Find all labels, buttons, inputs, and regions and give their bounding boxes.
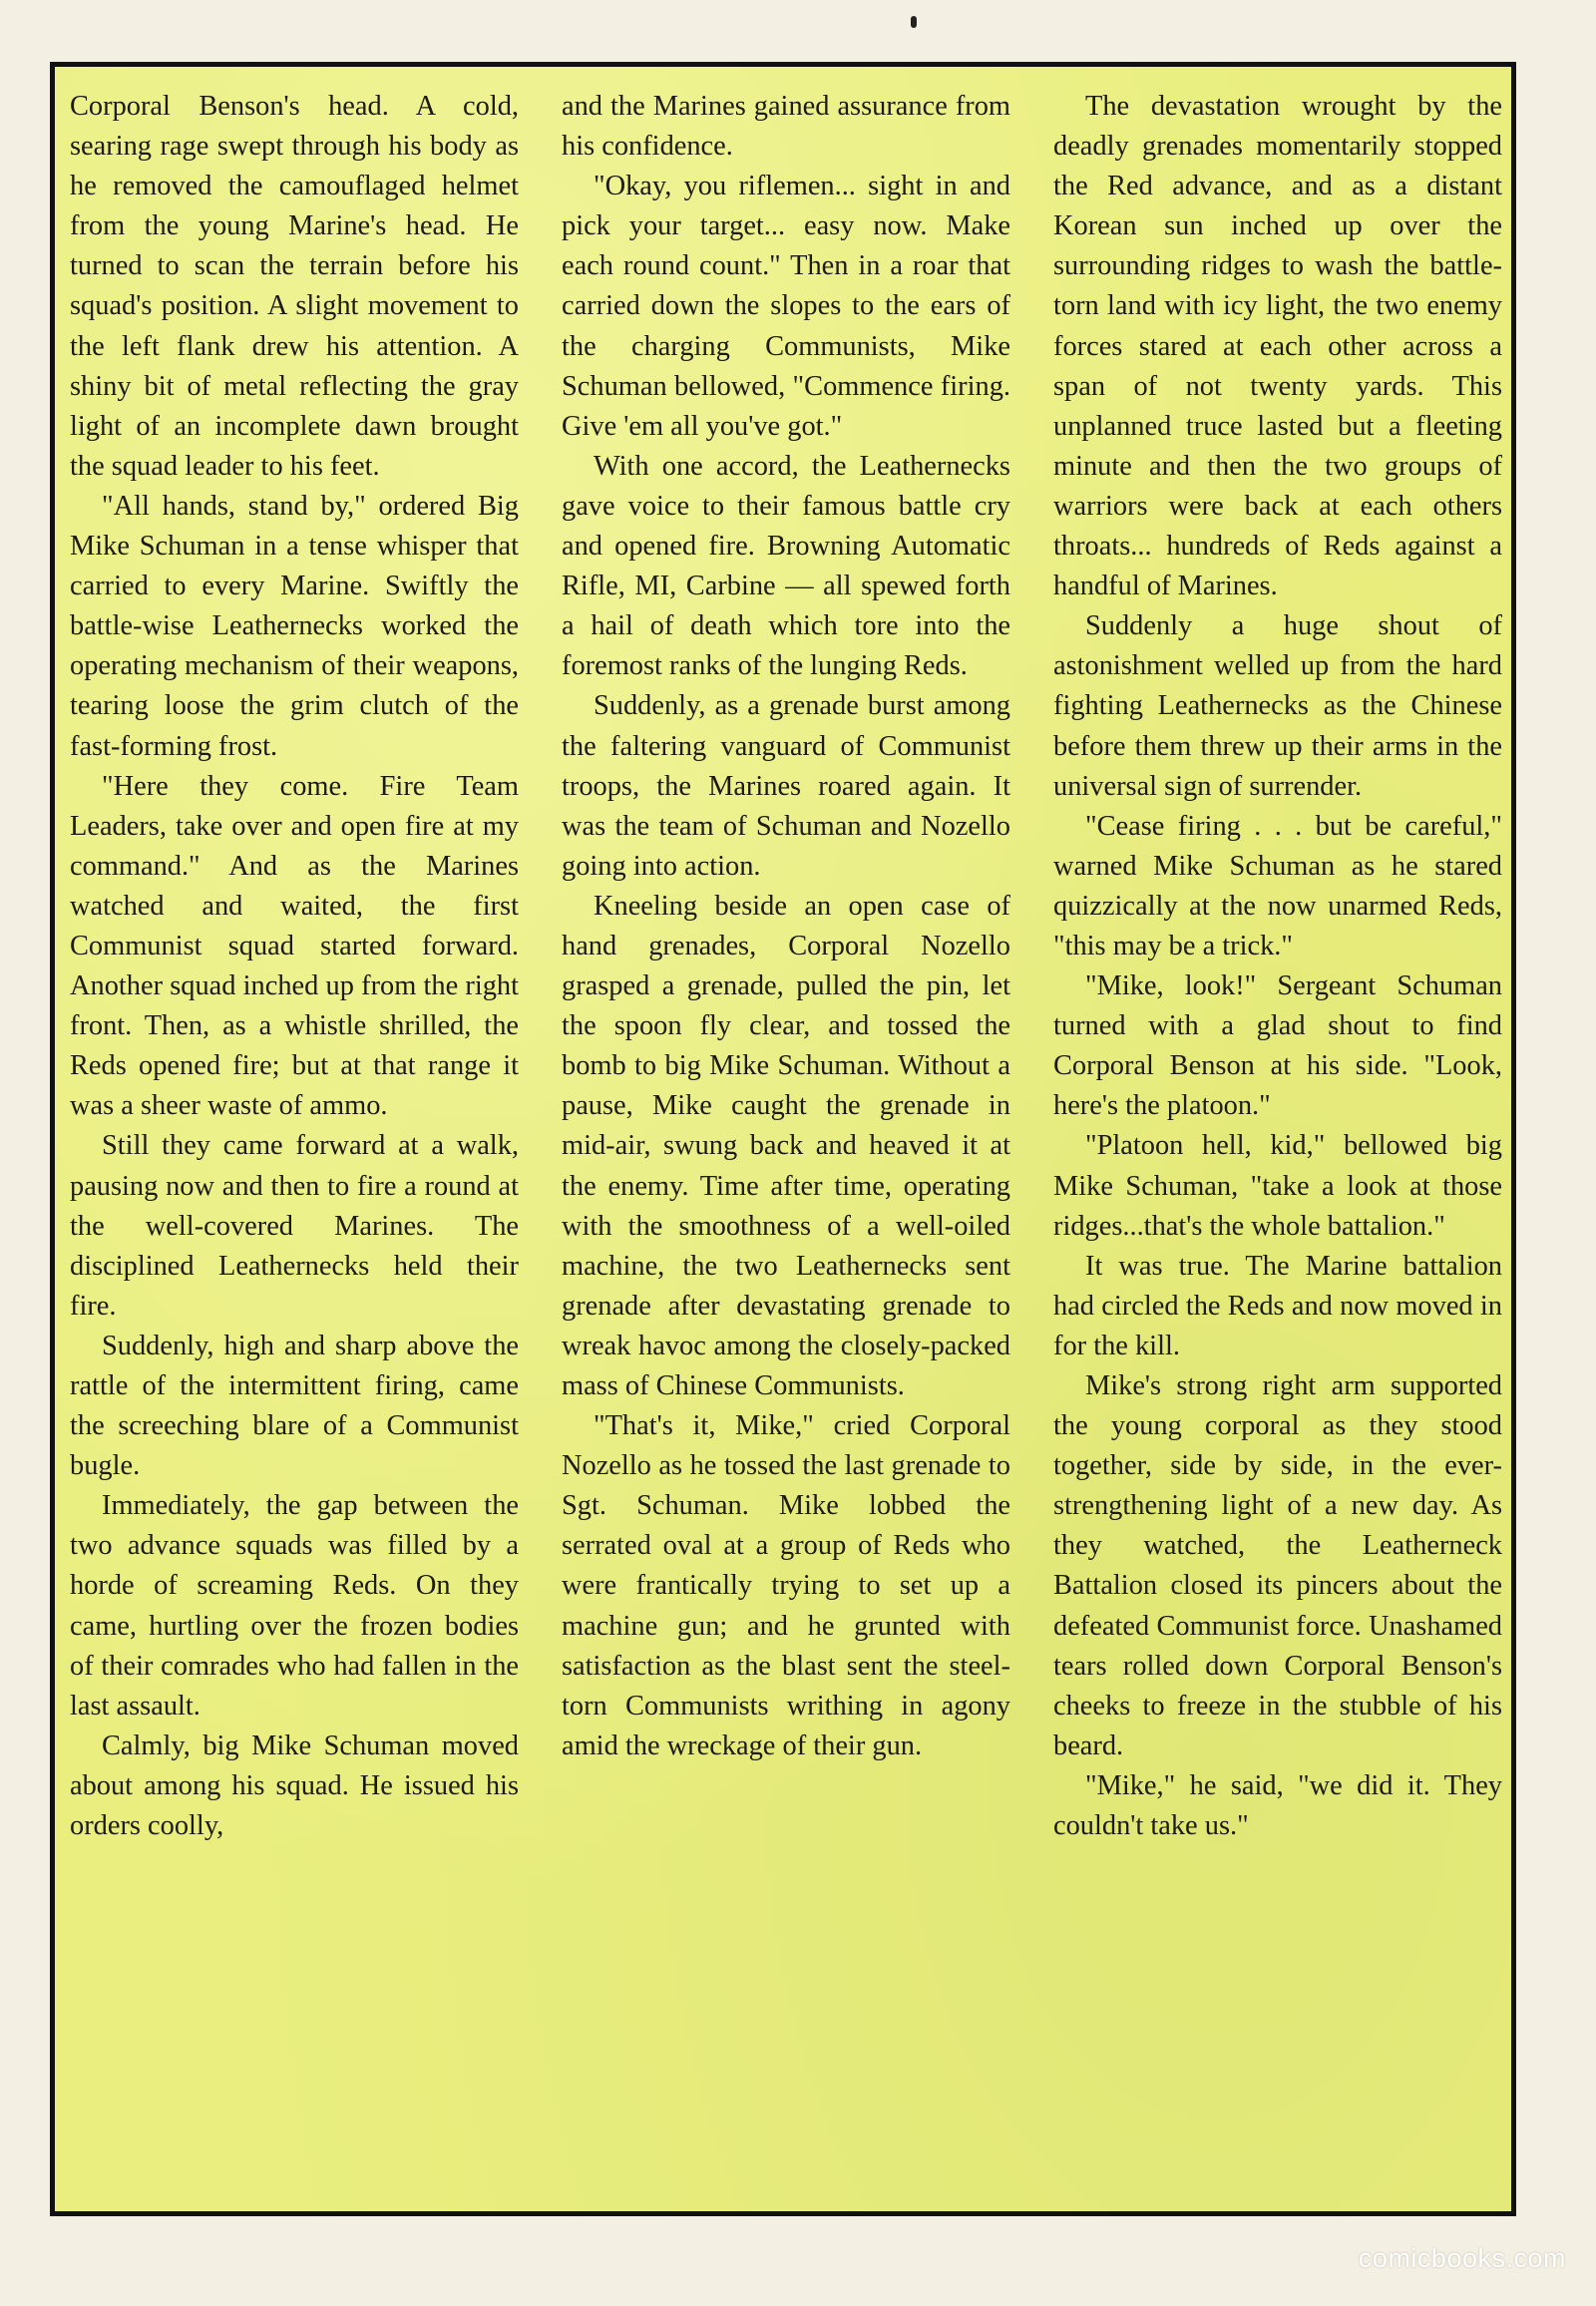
paragraph: Suddenly, high and sharp above the rattle of the intermittent firing, came the screeching blare of a Communist bugle. bbox=[70, 1330, 519, 1482]
text-column-3 bbox=[1053, 87, 1502, 1846]
paragraph: Suddenly, as a grenade burst among the faltering vanguard of Communist troops, the Marines roared again. It was the team of Schuman and Nozello going into action. bbox=[562, 690, 1010, 882]
watermark: comicbooks.com bbox=[1358, 2243, 1566, 2273]
paragraph: "Here they come. Fire Team Leaders, take over and open fire at my command." And as the Marines watched and waited, the first Communist squad started forward. Another squad inched up from the right front. Then, as a whistle shrilled, the Reds opened fire; but at that range it was a sheer waste of ammo. bbox=[70, 770, 519, 1122]
paragraph: Suddenly a huge shout of astonishment welled up from the hard fighting Leathernecks as the Chinese before them threw up their arms in the universal sign of surrender. bbox=[1053, 610, 1502, 802]
paragraph: With one accord, the Leathernecks gave voice to their famous battle cry and opened fire. Browning Automatic Rifle, MI, Carbine — all spewed forth a hail of death which tore into the foremost ranks of the lunging Reds. bbox=[562, 450, 1010, 682]
text-column-2 bbox=[562, 87, 1010, 1766]
paragraph: "All hands, stand by," ordered Big Mike Schuman in a tense whisper that carried to every Marine. Swiftly the battle-wise Leathernecks worked the operating mechanism of their weapons, tearing loose the grim clutch of the fast-forming frost. bbox=[70, 490, 519, 762]
paragraph: "Platoon hell, kid," bellowed big Mike Schuman, "take a look at those ridges...that's the whole battalion." bbox=[1053, 1130, 1502, 1242]
paragraph: The devastation wrought by the deadly grenades momentarily stopped the Red advance, and as a distant Korean sun inched up over the surrounding ridges to wash the battle-torn land with icy light, the two enemy forces stared at each other across a span of not twenty yards. This unplanned truce lasted but a fleeting minute and then the two groups of warriors were back at each others throats... hundreds of Reds against a handful of Marines. bbox=[1053, 91, 1502, 602]
paragraph: Still they came forward at a walk, pausing now and then to fire a round at the well-covered Marines. The disciplined Leathernecks held their fire. bbox=[70, 1130, 519, 1322]
paragraph: and the Marines gained assurance from his confidence. bbox=[562, 91, 1010, 163]
paragraph: Immediately, the gap between the two advance squads was filled by a horde of screaming Reds. On they came, hurtling over the frozen bodies of their comrades who had fallen in the last assault. bbox=[70, 1490, 519, 1722]
paragraph: Mike's strong right arm supported the young corporal as they stood together, side by side, in the ever-strengthening light of a new day. As they watched, the Leatherneck Battalion closed its pincers about the defeated Communist force. Unashamed tears rolled down Corporal Benson's cheeks to freeze in the stubble of his beard. bbox=[1053, 1370, 1502, 1761]
text-page-panel bbox=[50, 62, 1516, 2216]
paragraph: Corporal Benson's head. A cold, searing rage swept through his body as he removed the camouflaged helmet from the young Marine's head. He turned to scan the terrain before his squad's position. A slight movement to the left flank drew his attention. A shiny bit of metal reflecting the gray light of an incomplete dawn brought the squad leader to his feet. bbox=[70, 91, 519, 482]
paragraph: "Cease firing . . . but be careful," warned Mike Schuman as he stared quizzically at the now unarmed Reds, "this may be a trick." bbox=[1053, 810, 1502, 961]
paragraph: "Mike," he said, "we did it. They couldn't take us." bbox=[1053, 1769, 1502, 1842]
text-column-1 bbox=[70, 87, 519, 1846]
paragraph: Calmly, big Mike Schuman moved about among his squad. He issued his orders coolly, bbox=[70, 1730, 519, 1842]
paragraph: It was true. The Marine battalion had circled the Reds and now moved in for the kill. bbox=[1053, 1250, 1502, 1361]
paragraph: Kneeling beside an open case of hand grenades, Corporal Nozello grasped a grenade, pulled the pin, let the spoon fly clear, and tossed the bomb to big Mike Schuman. Without a pause, Mike caught the grenade in mid-air, swung back and heaved it at the enemy. Time after time, operating with the smoothness of a well-oiled machine, the two Leathernecks sent grenade after devastating grenade to wreak havoc among the closely-packed mass of Chinese Communists. bbox=[562, 890, 1010, 1401]
paragraph: "That's it, Mike," cried Corporal Nozello as he tossed the last grenade to Sgt. Schuman. Mike lobbed the serrated oval at a group of Reds who were frantically trying to set up a machine gun; and he grunted with satisfaction as the blast sent the steel-torn Communists writhing in agony amid the wreckage of their gun. bbox=[562, 1410, 1010, 1761]
print-speck bbox=[911, 16, 917, 28]
paragraph: "Okay, you riflemen... sight in and pick your target... easy now. Make each round count." Then in a roar that carried down the slopes to the ears of the charging Communists, Mike Schuman bellowed, "Commence firing. Give 'em all you've got." bbox=[562, 171, 1010, 442]
paragraph: "Mike, look!" Sergeant Schuman turned with a glad shout to find Corporal Benson at his side. "Look, here's the platoon." bbox=[1053, 970, 1502, 1122]
